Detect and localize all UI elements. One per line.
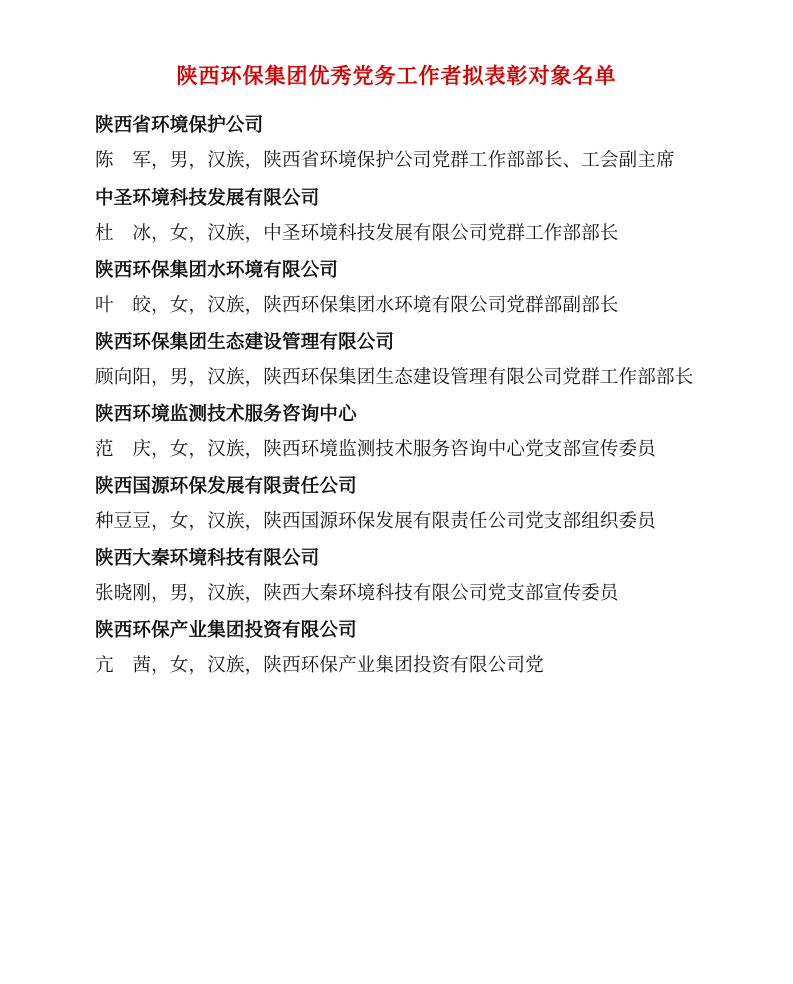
page-title: 陕西环保集团优秀党务工作者拟表彰对象名单 — [176, 65, 617, 88]
organization-heading: 陕西国源环保发展有限责任公司 — [95, 475, 357, 497]
person-description: 叶 皎，女，汉族，陕西环保集团水环境有限公司党群部副部长 — [95, 295, 619, 316]
list-item — [58, 540, 735, 612]
list-item — [58, 612, 735, 684]
person-description: 种豆豆，女，汉族，陕西国源环保发展有限责任公司党支部组织委员 — [95, 512, 657, 533]
list-item — [58, 468, 735, 540]
organization-heading: 陕西环境监测技术服务咨询中心 — [95, 402, 357, 424]
document-body — [58, 107, 735, 684]
organization-heading: 陕西环保集团水环境有限公司 — [95, 258, 339, 280]
organization-heading: 陕西大秦环境科技有限公司 — [95, 547, 320, 569]
organization-heading: 中圣环境科技发展有限公司 — [95, 186, 320, 208]
person-description: 张晓刚，男，汉族，陕西大秦环境科技有限公司党支部宣传委员 — [95, 584, 619, 605]
person-description: 杜 冰，女，汉族，中圣环境科技发展有限公司党群工作部部长 — [95, 223, 619, 244]
list-item — [58, 107, 735, 179]
organization-heading: 陕西环保产业集团投资有限公司 — [95, 619, 357, 641]
list-item — [58, 180, 735, 252]
person-description: 亢 茜，女，汉族，陕西环保产业集团投资有限公司党 — [95, 656, 544, 677]
organization-heading: 陕西省环境保护公司 — [95, 114, 264, 136]
list-item — [58, 396, 735, 468]
list-item — [58, 252, 735, 324]
list-item — [58, 324, 735, 396]
organization-heading: 陕西环保集团生态建设管理有限公司 — [95, 330, 395, 352]
person-description: 范 庆，女，汉族，陕西环境监测技术服务咨询中心党支部宣传委员 — [95, 439, 657, 460]
person-description: 顾向阳，男，汉族，陕西环保集团生态建设管理有限公司党群工作部部长 — [95, 367, 694, 388]
person-description: 陈 军，男，汉族，陕西省环境保护公司党群工作部部长、工会副主席 — [95, 151, 675, 172]
